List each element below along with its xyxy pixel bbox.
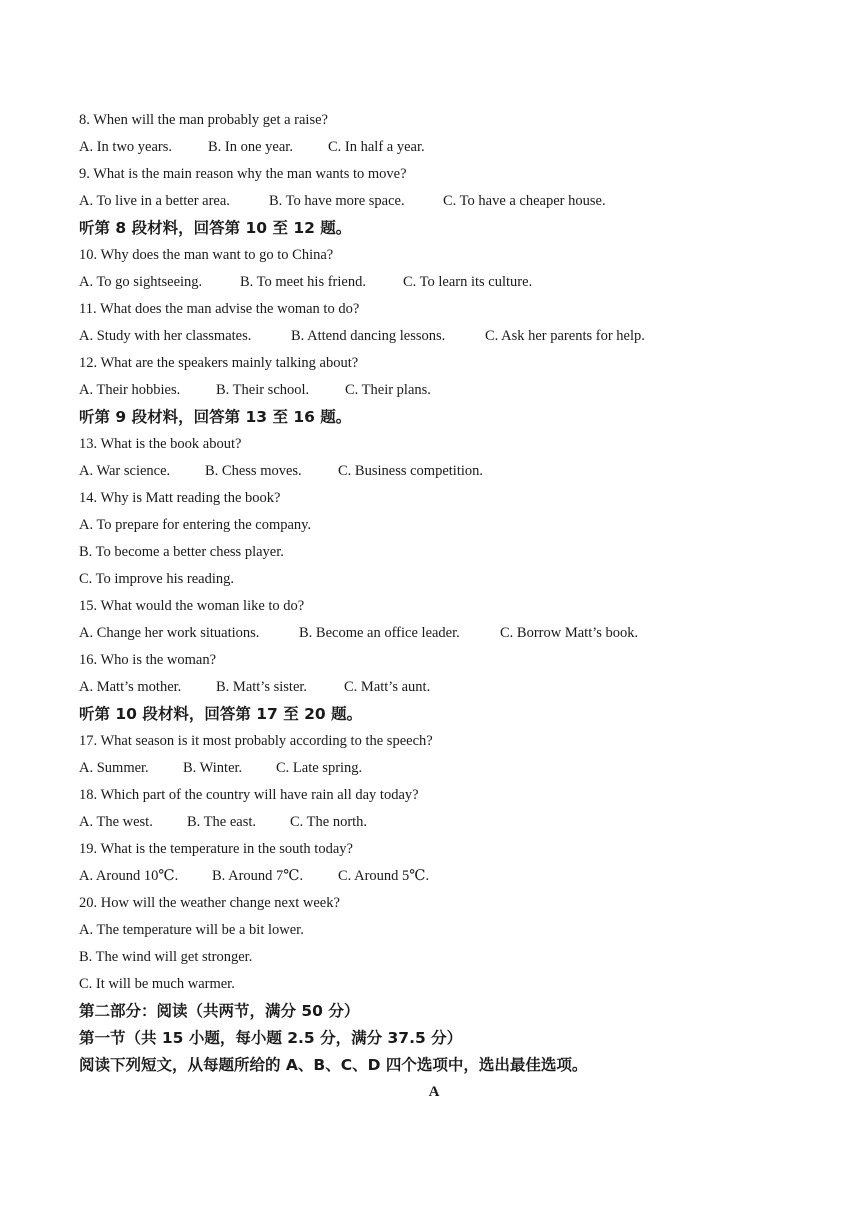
question-10-options — [79, 269, 799, 296]
question-16-options — [79, 674, 799, 701]
option-c: C. Their plans. — [345, 382, 431, 398]
option-c: C. The north. — [290, 814, 368, 830]
question-20: 20. How will the weather change next week? — [79, 895, 340, 911]
option-c: C. To have a cheaper house. — [443, 193, 606, 209]
option-b: B. Matt’s sister. — [216, 679, 308, 695]
question-9-options — [79, 188, 799, 215]
option-b: B. Around 7℃. — [212, 868, 304, 884]
option-c: C. Late spring. — [276, 760, 363, 776]
passage-label: A — [428, 1084, 440, 1100]
option-a: A. The temperature will be a bit lower. — [79, 922, 304, 938]
question-11-options — [79, 323, 799, 350]
option-c: C. It will be much warmer. — [79, 976, 235, 992]
question-19-options — [79, 863, 799, 890]
option-a: A. Around 10℃. — [79, 868, 179, 884]
option-b: B. To meet his friend. — [240, 274, 366, 290]
question-12-options — [79, 377, 799, 404]
question-17-options — [79, 755, 799, 782]
option-c: C. In half a year. — [328, 139, 425, 155]
option-b: B. Attend dancing lessons. — [291, 328, 446, 344]
option-a: A. Their hobbies. — [79, 382, 181, 398]
option-a: A. Change her work situations. — [79, 625, 260, 641]
question-18-options — [79, 809, 799, 836]
option-b: B. To have more space. — [269, 193, 405, 209]
question-14: 14. Why is Matt reading the book? — [79, 490, 281, 506]
question-9: 9. What is the main reason why the man wants to move? — [79, 166, 407, 182]
question-17: 17. What season is it most probably according to the speech? — [79, 733, 433, 749]
question-11: 11. What does the man advise the woman to do? — [79, 301, 360, 317]
part-2-title: 第二部分：阅读（共两节，满分 50 分） — [79, 1002, 360, 1020]
option-b: B. The wind will get stronger. — [79, 949, 253, 965]
option-b: B. Chess moves. — [205, 463, 302, 479]
option-c: C. Business competition. — [338, 463, 483, 479]
option-a: A. In two years. — [79, 139, 173, 155]
question-13-options — [79, 458, 799, 485]
option-a: A. The west. — [79, 814, 153, 830]
option-a: A. Matt’s mother. — [79, 679, 182, 695]
question-15: 15. What would the woman like to do? — [79, 598, 305, 614]
question-8: 8. When will the man probably get a raise? — [79, 112, 328, 128]
option-a: A. To prepare for entering the company. — [79, 517, 312, 533]
option-a: A. Study with her classmates. — [79, 328, 252, 344]
option-c: C. Around 5℃. — [338, 868, 430, 884]
part-2-section-1: 第一节（共 15 小题，每小题 2.5 分，满分 37.5 分） — [79, 1029, 463, 1047]
exam-page — [79, 107, 799, 1106]
section-9-header: 听第 9 段材料，回答第 13 至 16 题。 — [79, 408, 352, 426]
option-a: A. War science. — [79, 463, 171, 479]
option-b: B. Winter. — [183, 760, 243, 776]
section-10-header: 听第 10 段材料，回答第 17 至 20 题。 — [79, 705, 363, 723]
question-8-options — [79, 134, 799, 161]
option-c: C. Matt’s aunt. — [344, 679, 431, 695]
question-12: 12. What are the speakers mainly talking about? — [79, 355, 359, 371]
question-16: 16. Who is the woman? — [79, 652, 217, 668]
option-a: A. To go sightseeing. — [79, 274, 203, 290]
option-b: B. Their school. — [216, 382, 310, 398]
option-b: B. In one year. — [208, 139, 293, 155]
part-2-instruction: 阅读下列短文，从每题所给的 A、B、C、D 四个选项中，选出最佳选项。 — [79, 1056, 588, 1074]
question-10: 10. Why does the man want to go to China? — [79, 247, 334, 263]
option-c: C. Borrow Matt’s book. — [500, 625, 639, 641]
question-15-options — [79, 620, 799, 647]
option-c: C. To learn its culture. — [403, 274, 533, 290]
option-b: B. The east. — [187, 814, 256, 830]
question-19: 19. What is the temperature in the south today? — [79, 841, 353, 857]
option-c: C. To improve his reading. — [79, 571, 234, 587]
option-b: B. To become a better chess player. — [79, 544, 284, 560]
section-8-header: 听第 8 段材料，回答第 10 至 12 题。 — [79, 219, 352, 237]
option-a: A. Summer. — [79, 760, 149, 776]
question-13: 13. What is the book about? — [79, 436, 242, 452]
option-c: C. Ask her parents for help. — [485, 328, 645, 344]
question-18: 18. Which part of the country will have rain all day today? — [79, 787, 419, 803]
option-b: B. Become an office leader. — [299, 625, 460, 641]
option-a: A. To live in a better area. — [79, 193, 230, 209]
